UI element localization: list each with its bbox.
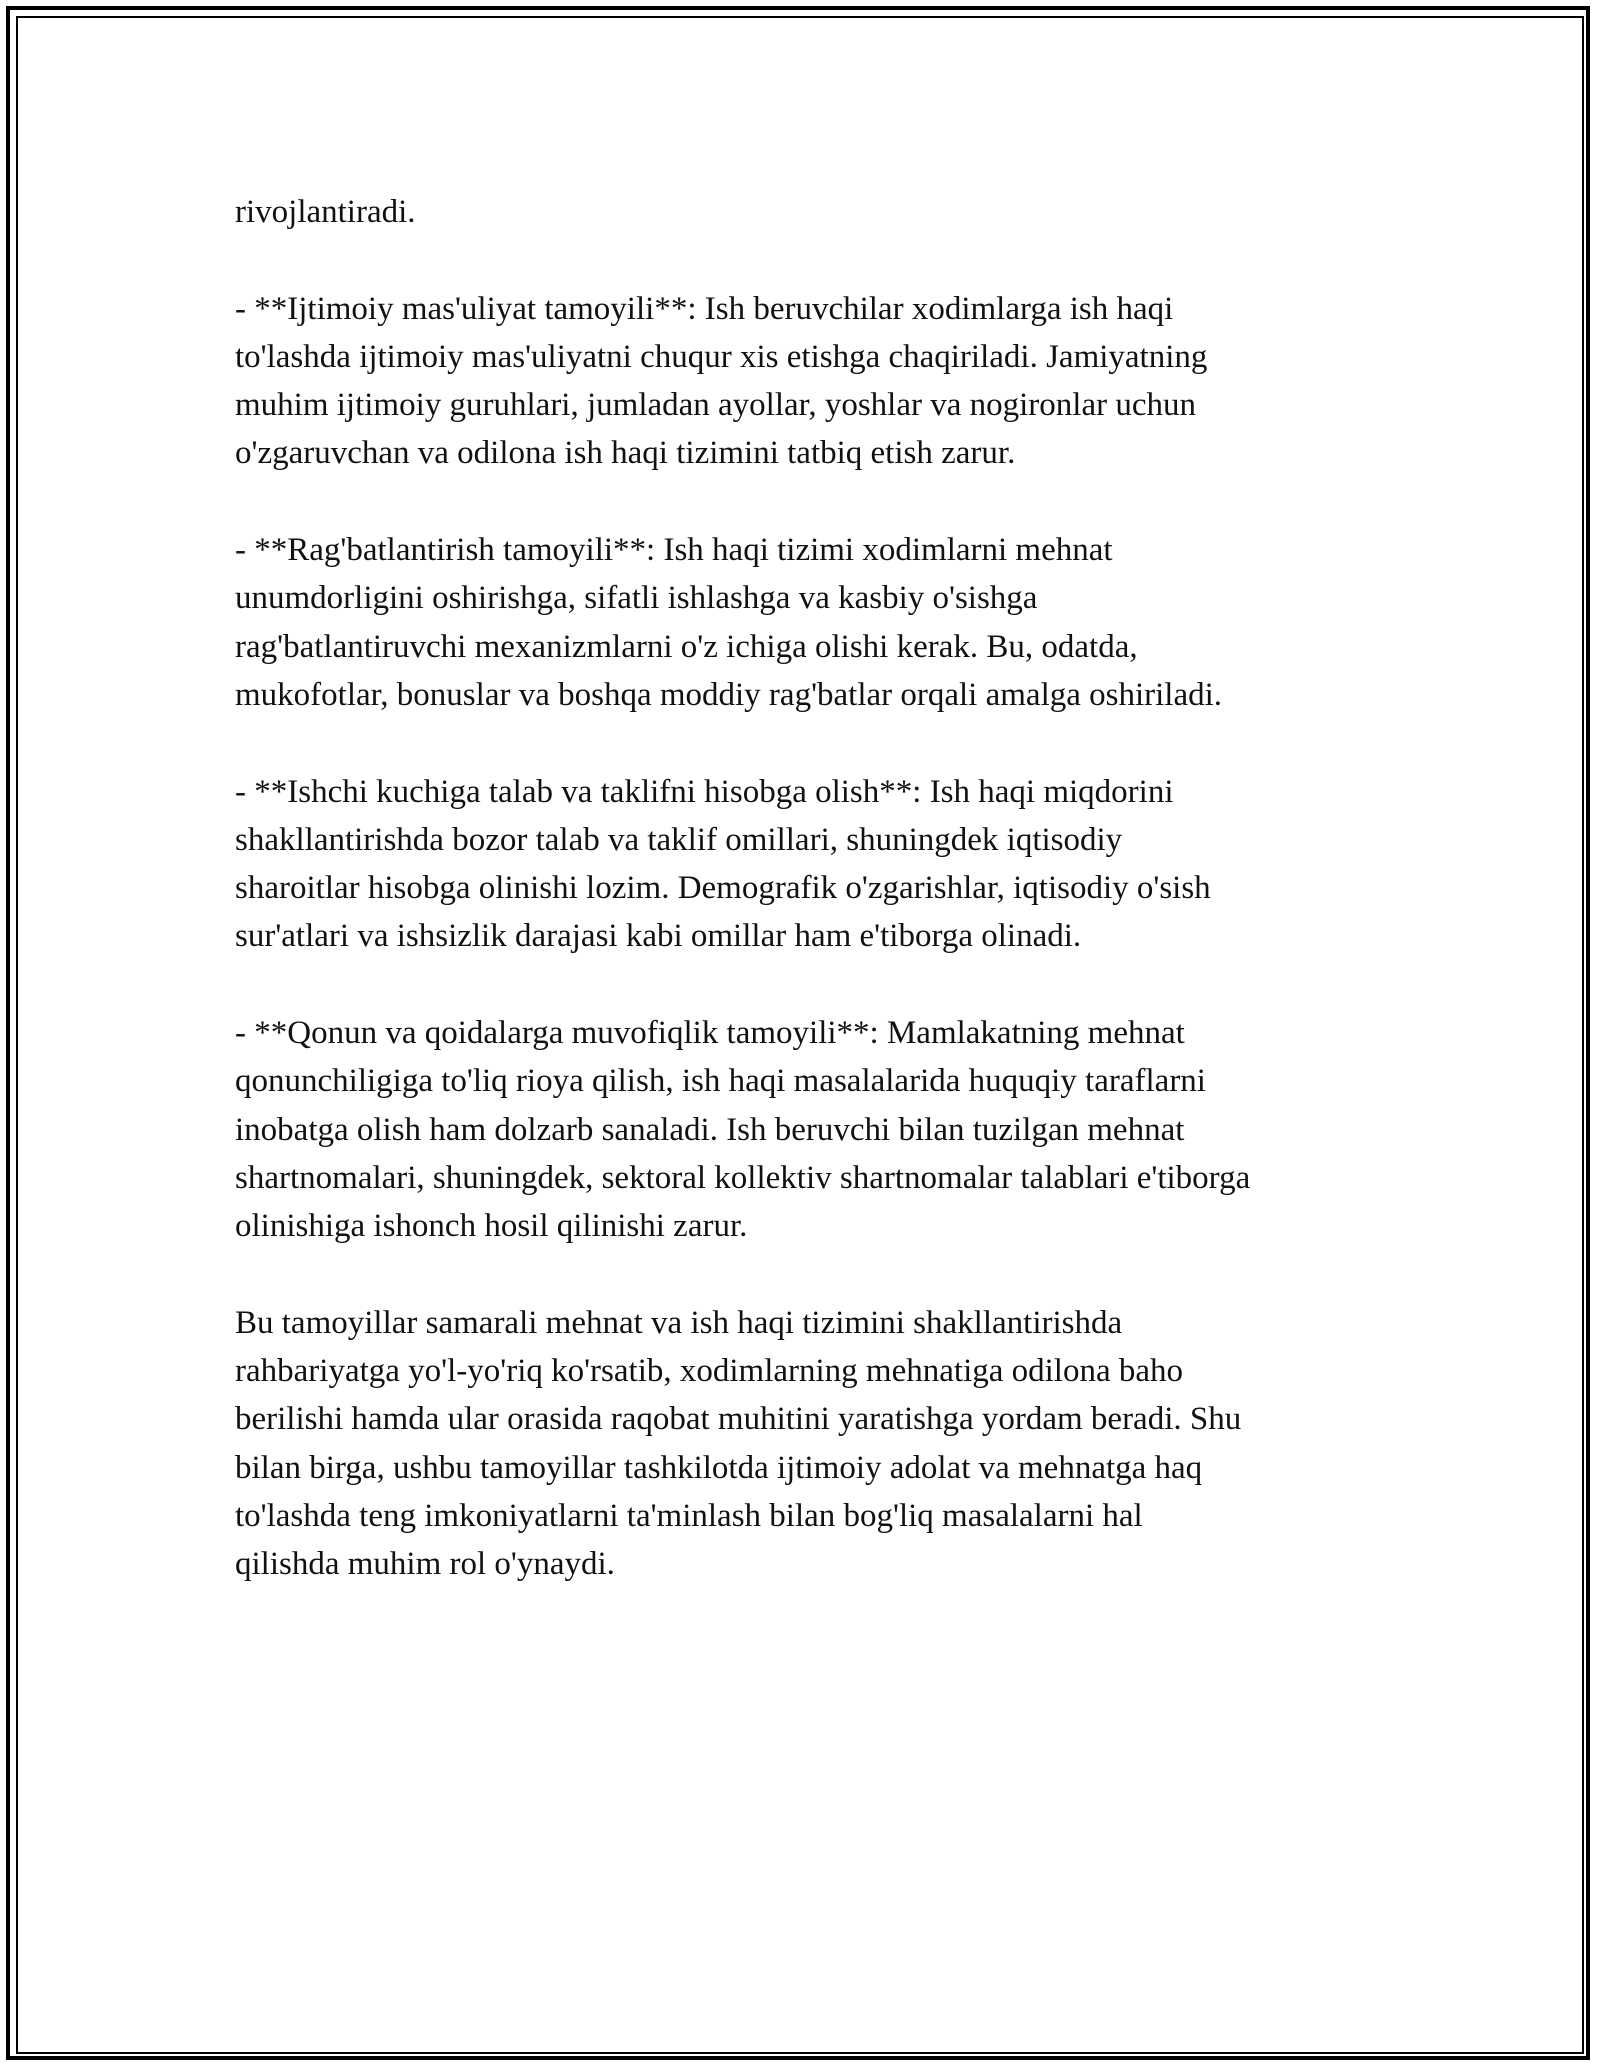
paragraph-legal-compliance: - **Qonun va qoidalarga muvofiqlik tamoyili**: Mamlakatning mehnat qonunchiligiga to'liq rioya qilish, ish haqi masalalarida huquqiy taraflarni inobatga olish ham dolzarb sanaladi. Ish beruvchi bilan tuzilgan mehnat shartnomalari, shuningdek, sektoral kollektiv shartnomalar talablari e'tiborga olinishiga ishonch hosil qilinishi zarur. <box>235 1015 1251 1245</box>
paragraph-conclusion: Bu tamoyillar samarali mehnat va ish haqi tizimini shakllantirishda rahbariyatga yo'l-yo'riq ko'rsatib, xodimlarning mehnatiga odilona baho berilishi hamda ular orasida raqobat muhitini yaratishga yordam beradi. Shu bilan birga, ushbu tamoyillar tashkilotda ijtimoiy adolat va mehnatga haq to'lashda teng imkoniyatlarni ta'minlash bilan bog'liq masalalarni hal qilishda muhim rol o'ynaydi. <box>235 1304 1242 1583</box>
paragraph-continuation: rivojlantiradi. <box>235 194 416 230</box>
paragraph-incentive: - **Rag'batlantirish tamoyili**: Ish haqi tizimi xodimlarni mehnat unumdorligini oshirishga, sifatli ishlashga va kasbiy o'sishga rag'batlantiruvchi mexanizmlarni o'z ichiga olishi kerak. Bu, odatda, mukofotlar, bonuslar va boshqa moddiy rag'batlar orqali amalga oshiriladi. <box>235 532 1223 713</box>
document-body <box>235 188 1395 1637</box>
paragraph-social-responsibility: - **Ijtimoiy mas'uliyat tamoyili**: Ish beruvchilar xodimlarga ish haqi to'lashda ijtimoiy mas'uliyatni chuqur xis etishga chaqiriladi. Jamiyatning muhim ijtimoiy guruhlari, jumladan ayollar, yoshlar va nogironlar uchun o'zgaruvchan va odilona ish haqi tizimini tatbiq etish zarur. <box>235 290 1208 472</box>
paragraph-labor-supply-demand: - **Ishchi kuchiga talab va taklifni hisobga olish**: Ish haqi miqdorini shakllantirishda bozor talab va taklif omillari, shuningdek iqtisodiy sharoitlar hisobga olinishi lozim. Demografik o'zgarishlar, iqtisodiy o'sish sur'atlari va ishsizlik darajasi kabi omillar ham e'tiborga olinadi. <box>235 773 1211 955</box>
